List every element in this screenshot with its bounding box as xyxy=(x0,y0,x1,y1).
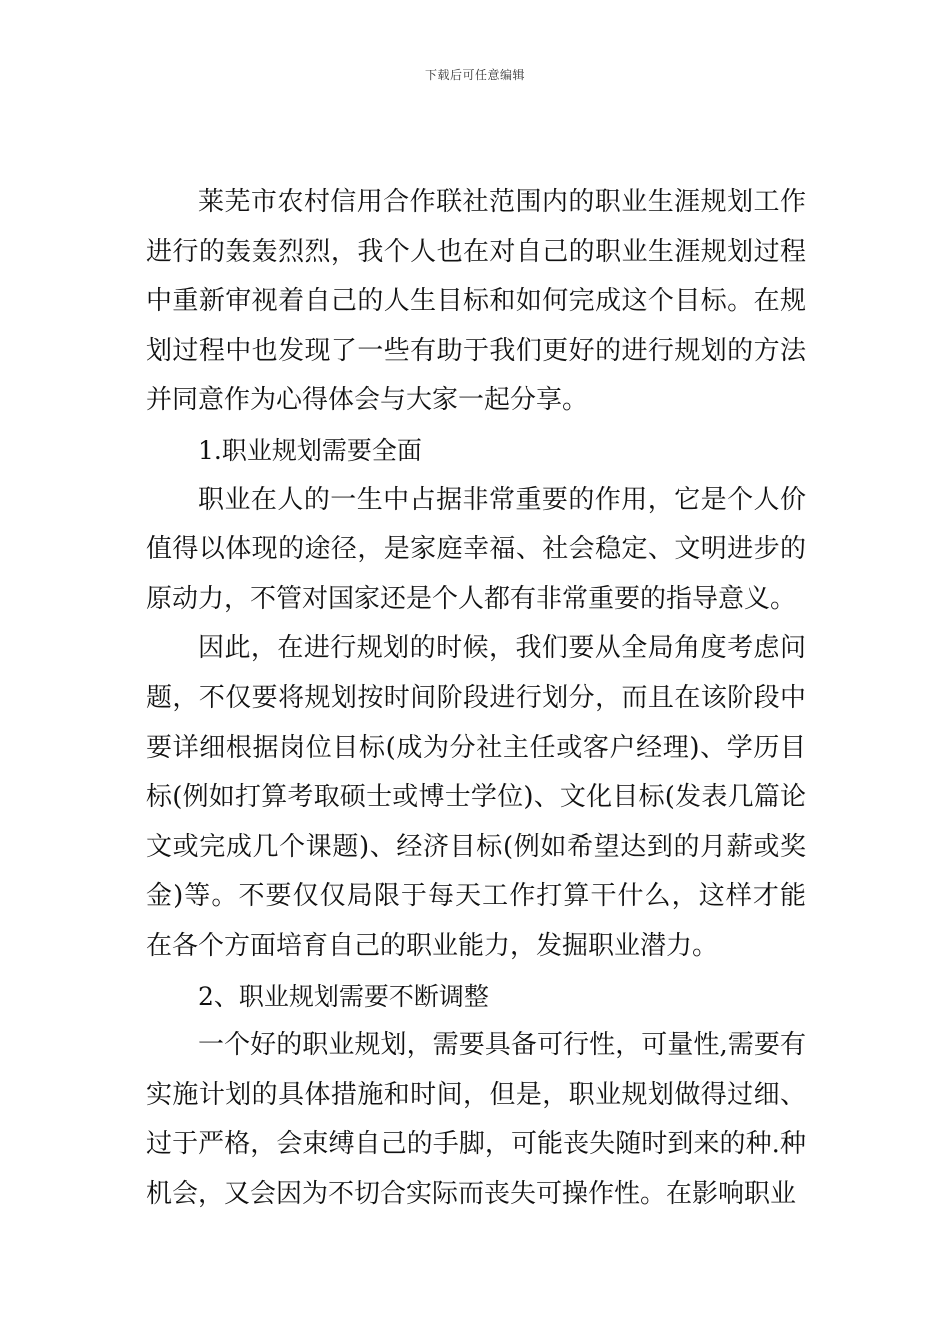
paragraph-adjustment: 一个好的职业规划，需要具备可行性，可量性,需要有实施计划的具体措施和时间，但是，职业规划做得过细、过于严格，会束缚自己的手脚，可能丧失随时到来的种.种机会，又会因为不切合实际而丧失可操作性。在影响职业 xyxy=(146,1030,806,1209)
section-heading-1: 1.职业规划需要全面 xyxy=(198,435,422,465)
paragraph-planning-goals: 因此，在进行规划的时候，我们要从全局角度考虑问题，不仅要将规划按时间阶段进行划分，而且在该阶段中要详细根据岗位目标(成为分社主任或客户经理)、学历目标(例如打算考取硕士或博士学位)、文化目标(发表几篇论文或完成几个课题)、经济目标(例如希望达到的月薪或奖金)等。不要仅仅局限于每天工作打算干什么，这样才能在各个方面培育自己的职业能力，发掘职业潜力。 xyxy=(146,633,806,961)
page-header-note: 下载后可任意编辑 xyxy=(424,68,525,82)
paragraph-intro: 莱芜市农村信用合作联社范围内的职业生涯规划工作进行的轰轰烈烈，我个人也在对自己的职业生涯规划过程中重新审视着自己的人生目标和如何完成这个目标。在规划过程中也发现了一些有助于我们更好的进行规划的方法并同意作为心得体会与大家一起分享。 xyxy=(146,187,806,416)
document-body xyxy=(146,178,806,1219)
section-heading-2: 2、职业规划需要不断调整 xyxy=(198,981,489,1011)
paragraph-career-importance: 职业在人的一生中占据非常重要的作用，它是个人价值得以体现的途径，是家庭幸福、社会稳定、文明进步的原动力，不管对国家还是个人都有非常重要的指导意义。 xyxy=(146,484,806,614)
